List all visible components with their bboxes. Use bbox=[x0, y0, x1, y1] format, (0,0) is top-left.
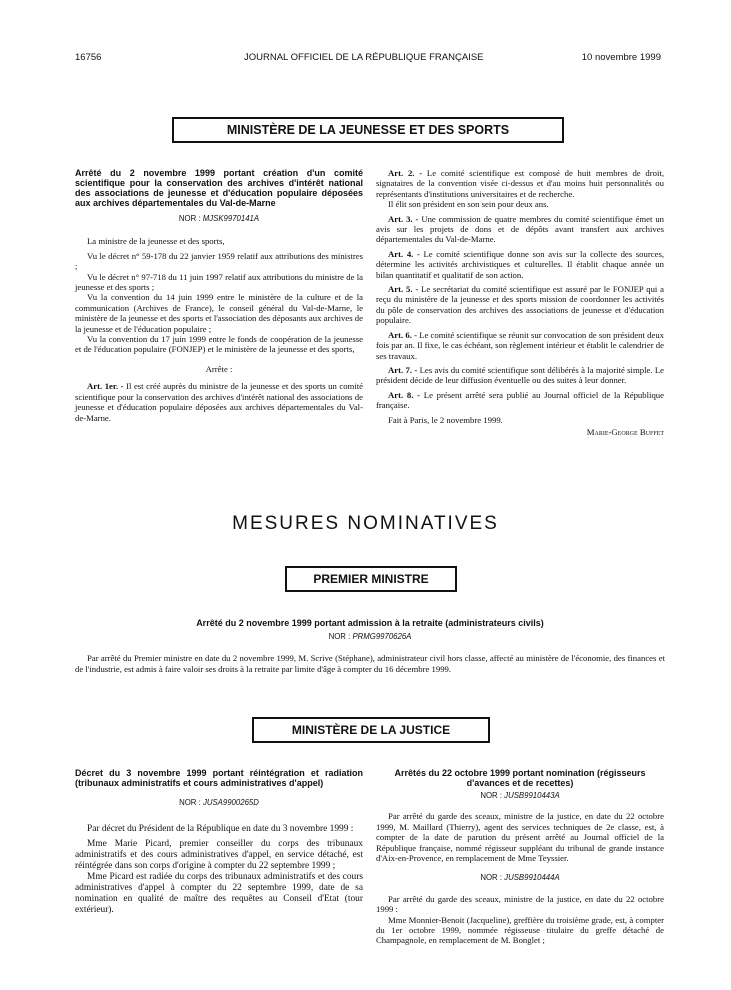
nor-label: NOR : bbox=[179, 798, 201, 807]
article-paragraph bbox=[376, 168, 664, 199]
article-paragraph bbox=[376, 199, 664, 209]
arretes-title: Arrêtés du 22 octobre 1999 portant nomination (régisseurs d'avances et de recettes) bbox=[394, 768, 646, 788]
nor-reference bbox=[376, 873, 664, 883]
article-paragraph bbox=[376, 284, 664, 326]
article-label: Art. 7. - bbox=[388, 364, 418, 375]
section-title-box bbox=[172, 117, 564, 143]
article-label: Art. 3. - bbox=[388, 213, 419, 224]
nor-code: MJSK9970141A bbox=[202, 214, 260, 223]
nor-label: NOR : bbox=[480, 873, 502, 883]
decret-paragraph: Mme Picard est radiée du corps des tribunaux administratifs et des cours administratives d'appel à compter du 22 septembre 1999, date de sa nomination en qualité de maître des requêtes au Conseil d'Etat (tour extérieur). bbox=[75, 872, 363, 916]
visa-paragraph: Vu la convention du 17 juin 1999 entre le fonds de coopération de la jeunesse et de l'éducation populaire (FONJEP) et le ministère de la jeunesse et des sports, bbox=[75, 334, 363, 355]
page-number: 16756 bbox=[75, 52, 102, 63]
article-paragraph bbox=[376, 214, 664, 245]
done-at: Fait à Paris, le 2 novembre 1999. bbox=[388, 414, 503, 425]
decret-paragraph: Par décret du Président de la République en date du 3 novembre 1999 : bbox=[87, 824, 354, 835]
nor-code: JUSB9910444A bbox=[504, 873, 560, 883]
nor-code: JUSA9900265D bbox=[202, 798, 259, 807]
article-text: Le comité scientifique se réunit sur convocation de son président deux fois par an. Il fixe, le cas échéant, son règlement intérieur et établit le calendrier de ses travaux. bbox=[376, 329, 665, 361]
nor-reference bbox=[376, 791, 664, 801]
premier-ministre-arrete bbox=[75, 618, 665, 674]
section-title-box bbox=[252, 717, 490, 743]
arretes-column bbox=[376, 768, 664, 946]
section-title: MINISTÈRE DE LA JEUNESSE ET DES SPORTS bbox=[173, 118, 563, 142]
visa-paragraph: Vu la convention du 14 juin 1999 entre le ministère de la culture et de la communication (Archives de France), le conseil général du Val-de-Marne, le ministère de la jeunesse et des sports et l'association des déposants aux archives de la jeunesse et de l'éducation populaire ; bbox=[75, 292, 363, 334]
journal-title: JOURNAL OFFICIEL DE LA RÉPUBLIQUE FRANÇAISE bbox=[244, 52, 484, 63]
article-text: Une commission de quatre membres du comité scientifique émet un avis sur les projets de dons et de dépôts avant transfert aux archives départementales du Val-de-Marne. bbox=[376, 213, 665, 245]
article-text: Le comité scientifique donne son avis sur la collecte des sources, détermine les activités archivistiques et culturelles. Il établit chaque année un bilan quantitatif et qualitatif de son action. bbox=[376, 248, 664, 280]
decret-column bbox=[75, 768, 363, 916]
nor-label: NOR : bbox=[480, 791, 502, 800]
nor-reference bbox=[75, 798, 363, 808]
signature: Marie-George Buffet bbox=[586, 426, 664, 437]
article-label: Art. 8. - bbox=[388, 389, 421, 400]
article-label: Art. 1er. - bbox=[87, 381, 124, 392]
article-text: Le comité scientifique est composé de huit membres de droit, signataires de la convention visée ci-dessus et d'au moins huit personnalités ou représentants d'institutions universitaires et de recherche. bbox=[376, 168, 664, 199]
nor-code: PRMG9970626A bbox=[352, 632, 412, 641]
issue-date: 10 novembre 1999 bbox=[581, 52, 661, 63]
intro-text: La ministre de la jeunesse et des sports, bbox=[87, 236, 225, 247]
article-text: Le secrétariat du comité scientifique est assuré par le FONJEP qui a reçu du ministère de la jeunesse et des sports mission de coordonner les activités du pôle de conservation des archives des associations de jeunesse et d'éducation populaire. bbox=[376, 284, 665, 326]
article-label: Art. 5. - bbox=[388, 284, 419, 295]
nor-label: NOR : bbox=[178, 214, 201, 223]
arrete-text: Par arrêté du Premier ministre en date du 2 novembre 1999, M. Scrive (Stéphane), administrateur civil hors classe, affecté au ministère de l'économie, des finances et de l'industrie, est admis à faire valoir ses droits à la retraite par limite d'âge à compter du 16 décembre 1999. bbox=[75, 653, 665, 674]
arrete-title: Arrêté du 2 novembre 1999 portant admission à la retraite (administrateurs civils) bbox=[196, 618, 544, 628]
decret-title: Décret du 3 novembre 1999 portant réintégration et radiation (tribunaux administratifs et cours administratives d'appel) bbox=[75, 768, 363, 788]
decret-paragraph: Mme Marie Picard, premier conseiller du corps des tribunaux administratifs et des cours administratives d'appel, en service détaché, est réintégrée dans son corps d'origine à compter du 22 septembre 1999 ; bbox=[75, 839, 363, 872]
article-paragraph bbox=[376, 249, 664, 280]
article-text: Les avis du comité scientifique sont délibérés à la majorité simple. Le président décide de leur diffusion éventuelle ou des suites à leur donner. bbox=[376, 364, 664, 386]
nor-reference bbox=[75, 632, 665, 642]
visa-paragraph: Vu le décret n° 59-178 du 22 janvier 1959 relatif aux attributions des ministres ; bbox=[75, 250, 363, 272]
nor-reference bbox=[75, 214, 363, 224]
visa-paragraph: Vu le décret n° 97-718 du 11 juin 1997 relatif aux attributions du ministre de la jeunesse et des sports ; bbox=[75, 271, 363, 293]
section-title: MINISTÈRE DE LA JUSTICE bbox=[253, 718, 489, 742]
article-paragraph bbox=[376, 330, 664, 361]
section-title: PREMIER MINISTRE bbox=[286, 567, 456, 591]
arrete-word: Arrête : bbox=[205, 363, 233, 374]
section-title-box bbox=[285, 566, 457, 592]
arrete-right-column bbox=[376, 168, 664, 437]
article-paragraph bbox=[75, 381, 363, 423]
nor-label: NOR : bbox=[328, 632, 351, 641]
arrete-paragraph: Par arrêté du garde des sceaux, ministre de la justice, en date du 22 octobre 1999 : bbox=[376, 893, 664, 915]
article-label: Art. 2. - bbox=[388, 168, 423, 178]
arrete-title: Arrêté du 2 novembre 1999 portant création d'un comité scientifique pour la conservation des archives d'intérêt national des associations de jeunesse et d'éducation populaire déposées aux archives départementales du Val-de-Marne bbox=[75, 168, 363, 208]
article-label: Art. 6. - bbox=[388, 329, 417, 340]
article-paragraph bbox=[376, 365, 664, 386]
article-paragraph bbox=[376, 390, 664, 411]
arrete-paragraph: Par arrêté du garde des sceaux, ministre de la justice, en date du 22 octobre 1999, M. Maillard (Thierry), agent des services techniques de 2e classe, est, à compter de la date de parution du présent arrêté au Journal officiel de la République française, nommé régisseur suppléant du tribunal de grande instance d'Aix-en-Provence, en remplacement de Mme Teyssier. bbox=[376, 811, 664, 864]
article-text: Le présent arrêté sera publié au Journal officiel de la République française. bbox=[376, 389, 664, 411]
article-label: Art. 4. - bbox=[388, 248, 420, 259]
nor-code: JUSB9910443A bbox=[504, 791, 560, 800]
arrete-left-column bbox=[75, 168, 363, 423]
mesures-nominatives-heading: MESURES NOMINATIVES bbox=[232, 513, 499, 534]
article-text: Il élit son président en son sein pour deux ans. bbox=[388, 199, 549, 210]
arrete-paragraph: Mme Monnier-Benoit (Jacqueline), greffière du troisième grade, est, à compter du 1er octobre 1999, nommée régisseuse titulaire du greffe détaché de Champagnole, en remplacement de M. Bonglet ; bbox=[376, 914, 664, 946]
article-text: Il est créé auprès du ministre de la jeunesse et des sports un comité scientifique pour la conservation des archives d'intérêt national des associations de jeunesse et d'éducation populaire déposées aux archives départementales du Val-de-Marne. bbox=[75, 381, 363, 423]
